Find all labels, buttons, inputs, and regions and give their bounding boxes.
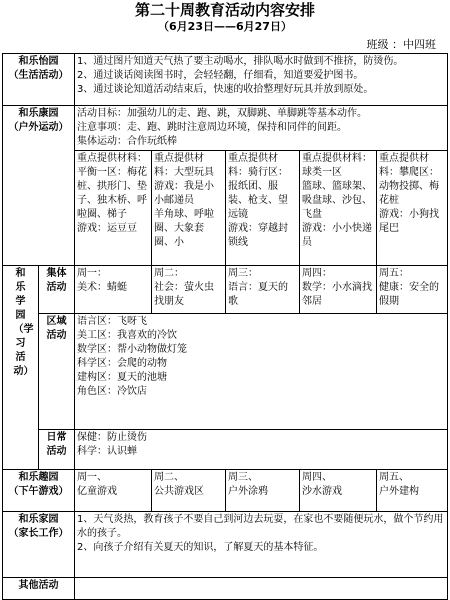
family-item: 1、天气炎热，教育孩子不要自己到河边去玩耍，在家也不要随便玩水，做个节约用水的孩子。 xyxy=(77,514,444,539)
outdoor-group: 集体运动：合作玩纸棒 xyxy=(77,136,177,147)
outdoor-activity-label: 和乐康园 （户外运动） xyxy=(3,106,75,266)
daily-activity-label: 日常 活动 xyxy=(39,430,75,470)
life-activity-row xyxy=(3,54,448,106)
other-activity-row xyxy=(3,578,448,600)
afternoon-games-row xyxy=(3,470,448,512)
area-item: 角色区：冷饮店 xyxy=(77,386,147,397)
collective-day-1: 周一： 美术：蜻蜓 xyxy=(75,266,152,314)
outdoor-area-3: 重点提供材料：骑行区： 报纸团、服装、枪支、望远镜 游戏：穿越封锁线 xyxy=(226,151,300,266)
family-item: 2、向孩子介绍有关夏天的知识，了解夏天的基本特征。 xyxy=(77,542,324,553)
daily-activity-row xyxy=(3,430,448,470)
life-activity-label: 和乐怡园 （生活活动） xyxy=(3,54,75,106)
game-day-3: 周三、 户外涂鸦 xyxy=(226,470,300,512)
outdoor-area-5: 重点提供材料：攀爬区： 动物投掷、梅花桩 游戏：小狗找尾巴 xyxy=(377,151,448,266)
family-work-content xyxy=(75,512,448,578)
life-item: 3、通过谈论知道活动结束后，快速的收拾整理好玩具并放到原处。 xyxy=(77,84,374,95)
daily-item: 科学：认识蝉 xyxy=(77,446,137,457)
area-item: 数学区：帮小动物做灯笼 xyxy=(77,344,187,355)
collective-activity-row xyxy=(3,266,448,314)
learning-activity-label: 和乐学园（学习活动） xyxy=(3,266,39,470)
game-day-5: 周五、 户外建构 xyxy=(377,470,448,512)
outdoor-area-1: 重点提供材料：平衡一区：梅花桩、拱形门、垫子、独木桥、呼啦圈、梯子 游戏：运豆豆 xyxy=(75,151,152,266)
collective-day-3: 周三： 语言：夏天的歌 xyxy=(226,266,300,314)
daily-activity-content xyxy=(75,430,448,470)
area-item: 语言区：飞呀飞 xyxy=(77,316,147,327)
game-day-1: 周一、 亿童游戏 xyxy=(75,470,152,512)
daily-item: 保健：防止烫伤 xyxy=(77,432,147,443)
life-activity-content xyxy=(75,54,448,106)
outdoor-area-2: 重点提供材料：大型玩具 游戏：我是小小邮递员 羊角球、呼啦圈、大象套圈、小 xyxy=(152,151,226,266)
collective-day-5: 周五： 健康：安全的假期 xyxy=(377,266,448,314)
area-item: 美工区：我喜欢的冷饮 xyxy=(77,330,177,341)
other-activity-content xyxy=(75,578,448,600)
schedule-table xyxy=(2,53,448,600)
collective-activity-label: 集体 活动 xyxy=(39,266,75,314)
outdoor-note: 注意事项：走、跑、跳时注意周边环境，保持和同伴的间距。 xyxy=(77,122,347,133)
afternoon-games-label: 和乐趣园 （下午游戏） xyxy=(3,470,75,512)
other-activity-label: 其他活动 xyxy=(3,578,75,600)
family-work-row xyxy=(3,512,448,578)
class-label: 班级 ：中四班 xyxy=(366,38,436,51)
game-day-2: 周二、 公共游戏区 xyxy=(152,470,226,512)
life-item: 1、通过图片知道天气热了要主动喝水，排队喝水时做到不推挤，防烫伤。 xyxy=(77,56,404,67)
area-activity-label: 区域 活动 xyxy=(39,314,75,430)
family-work-label: 和乐家园 （家长工作） xyxy=(3,512,75,578)
outdoor-area-4: 重点提供材料：球类一区 篮球、篮球架、吸盘球、沙包、飞盘 游戏：小小快递员 xyxy=(300,151,377,266)
life-item: 2、通过谈话阅读图书时，会轻轻翻，仔细看，知道要爱护图书。 xyxy=(77,70,364,81)
outdoor-goals-row xyxy=(3,106,448,151)
game-day-4: 周四、 沙水游戏 xyxy=(300,470,377,512)
area-item: 建构区：夏天的池塘 xyxy=(77,372,167,383)
collective-day-2: 周二： 社会：萤火虫找朋友 xyxy=(152,266,226,314)
outdoor-goals xyxy=(75,106,448,151)
area-activity-content xyxy=(75,314,448,430)
date-range: （6月23日——6月27日） xyxy=(158,20,292,33)
page-title: 第二十周教育活动内容安排 xyxy=(134,1,315,19)
area-activity-row xyxy=(3,314,448,430)
area-item: 科学区：会爬的动物 xyxy=(77,358,167,369)
outdoor-goal: 活动目标：加强幼儿的走、跑、跳，双脚跳、单脚跳等基本动作。 xyxy=(77,108,367,119)
collective-day-4: 周四： 数学：小水滴找邻居 xyxy=(300,266,377,314)
